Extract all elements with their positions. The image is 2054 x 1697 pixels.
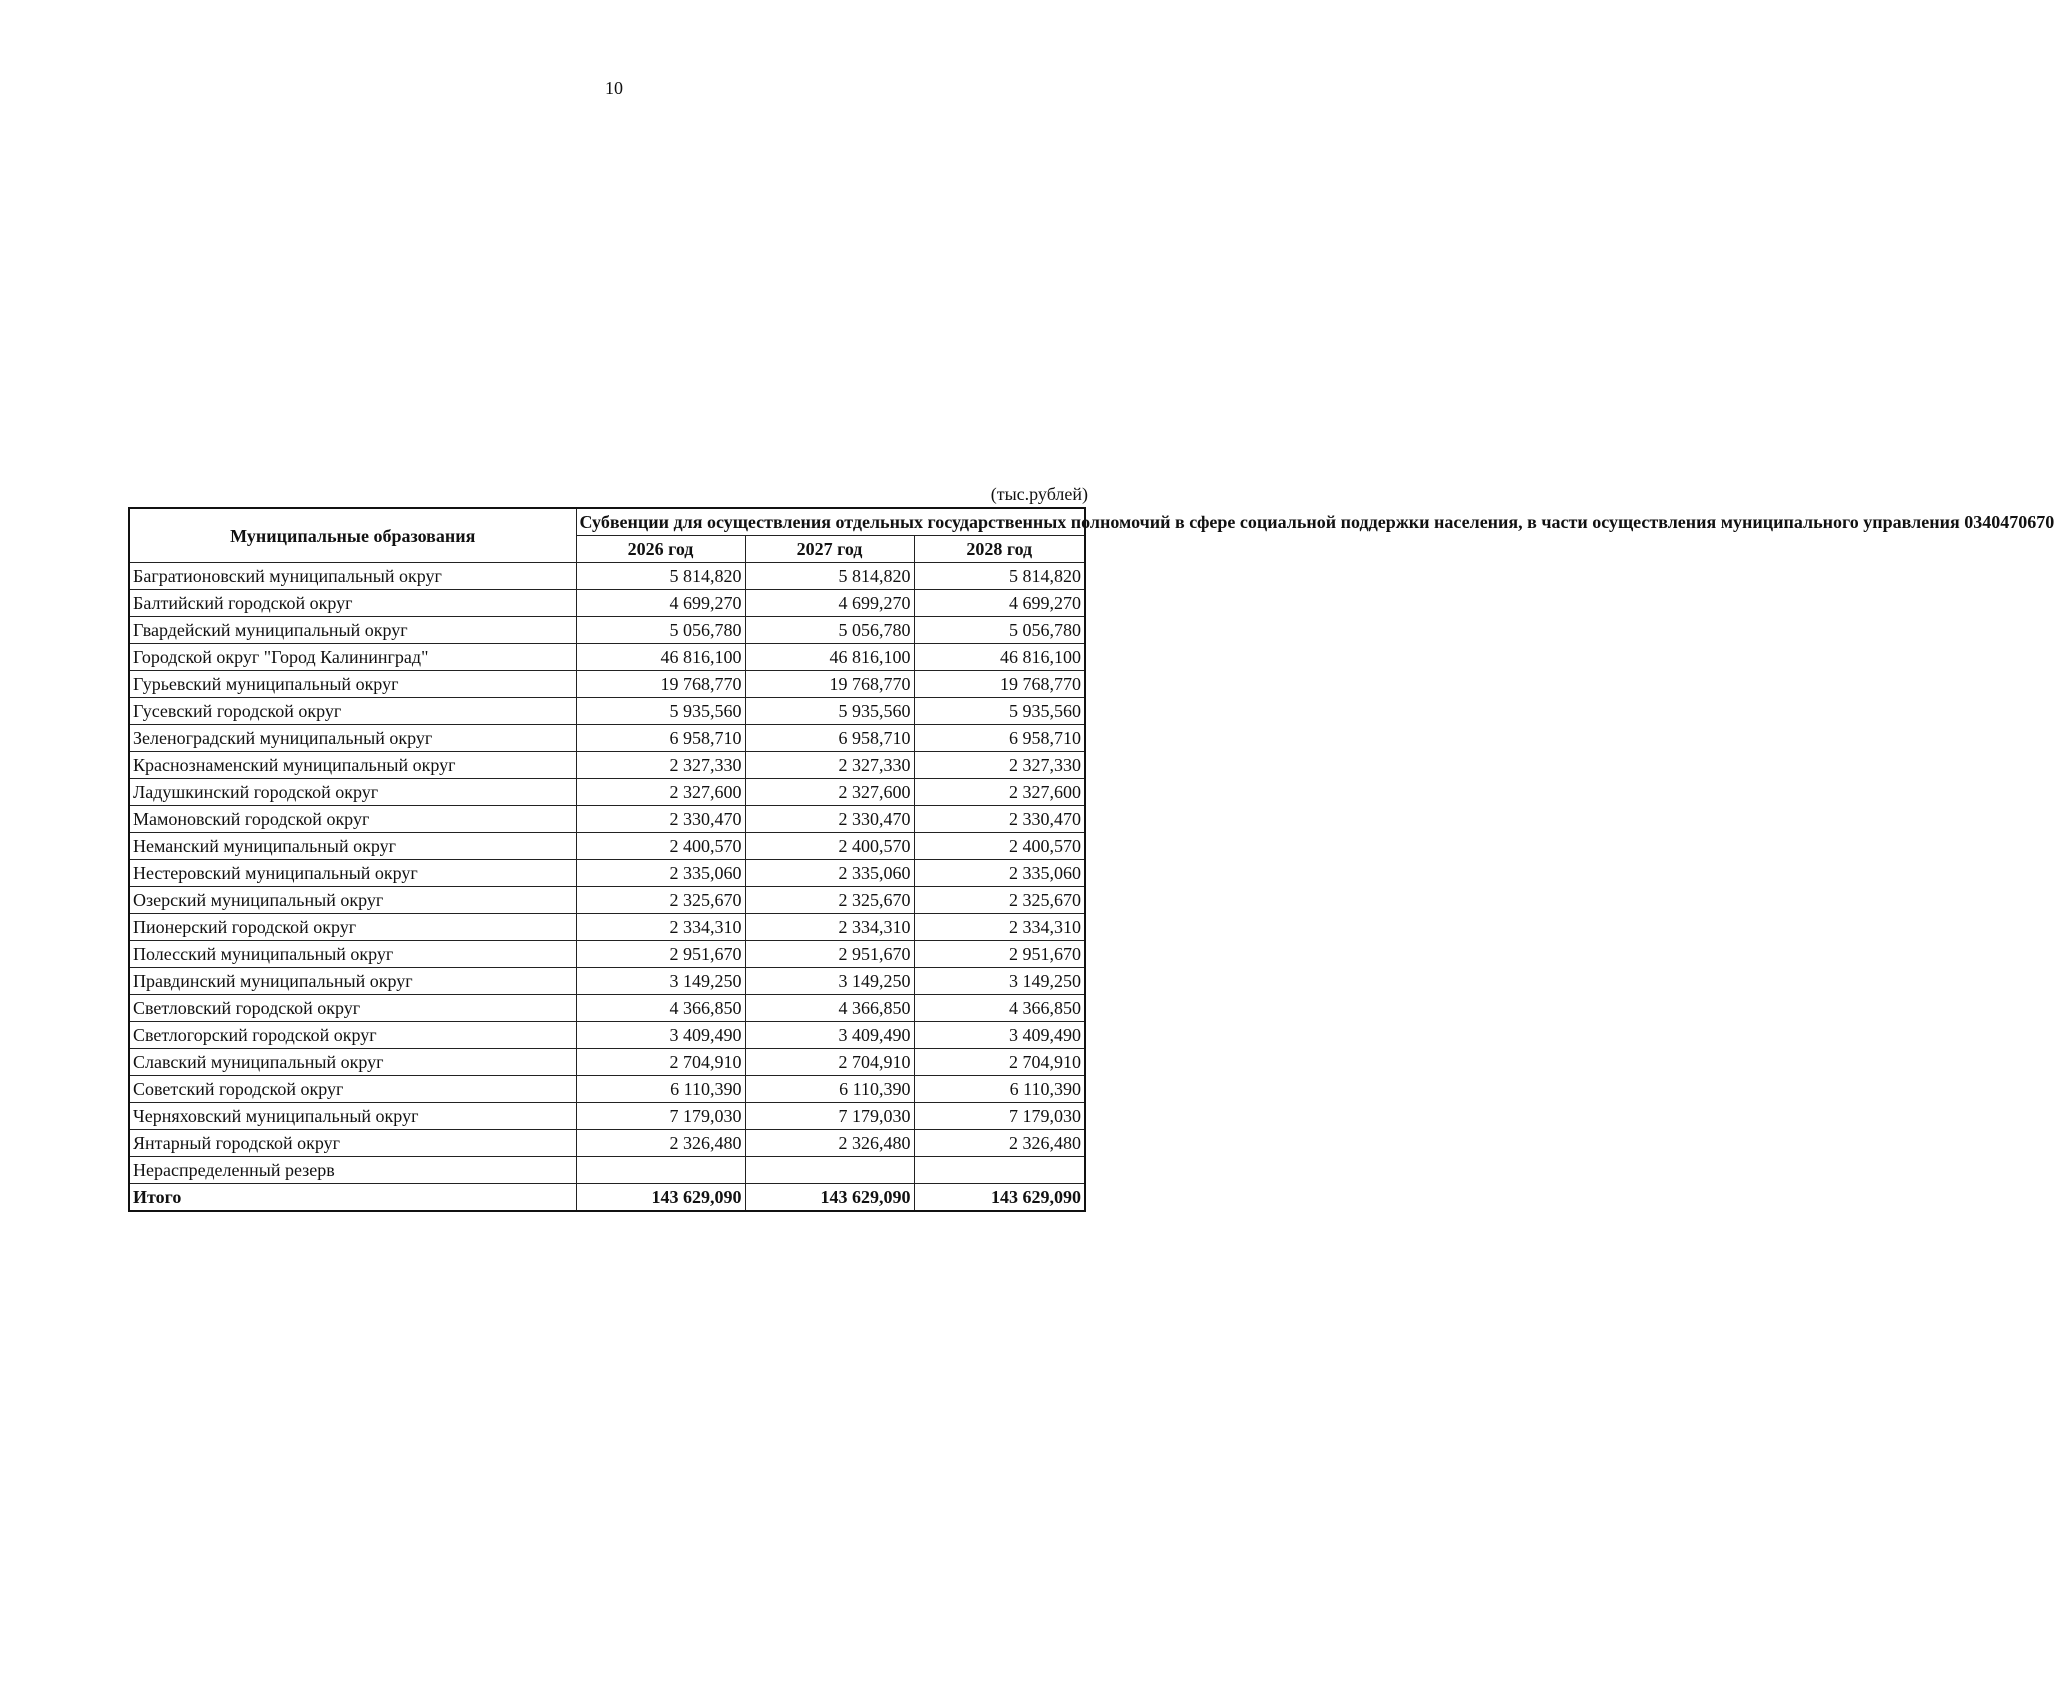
table-row <box>129 1076 1085 1103</box>
value-2027: 2 951,670 <box>745 941 914 968</box>
value-2028: 2 327,330 <box>914 752 1085 779</box>
value-2026: 3 149,250 <box>576 968 745 995</box>
value-2026: 2 326,480 <box>576 1130 745 1157</box>
value-2028: 2 951,670 <box>914 941 1085 968</box>
municipality-name: Полесский муниципальный округ <box>129 941 576 968</box>
value-2026: 5 814,820 <box>576 563 745 590</box>
value-2026: 2 704,910 <box>576 1049 745 1076</box>
table-row <box>129 968 1085 995</box>
municipality-name: Светловский городской округ <box>129 995 576 1022</box>
value-2026 <box>576 1157 745 1184</box>
table-row <box>129 644 1085 671</box>
municipality-name: Советский городской округ <box>129 1076 576 1103</box>
value-2027: 19 768,770 <box>745 671 914 698</box>
value-2028: 4 366,850 <box>914 995 1085 1022</box>
value-2026: 3 409,490 <box>576 1022 745 1049</box>
value-2027: 4 366,850 <box>745 995 914 1022</box>
value-2026: 5 056,780 <box>576 617 745 644</box>
table-row <box>129 914 1085 941</box>
total-2026: 143 629,090 <box>576 1184 745 1212</box>
value-2026: 2 334,310 <box>576 914 745 941</box>
value-2027: 6 110,390 <box>745 1076 914 1103</box>
value-2027: 2 334,310 <box>745 914 914 941</box>
value-2027: 2 327,330 <box>745 752 914 779</box>
table-row <box>129 671 1085 698</box>
subvention-table <box>128 507 2054 1212</box>
value-2028: 2 334,310 <box>914 914 1085 941</box>
total-2027: 143 629,090 <box>745 1184 914 1212</box>
table-row <box>129 887 1085 914</box>
municipality-name: Краснознаменский муниципальный округ <box>129 752 576 779</box>
municipality-name: Неманский муниципальный округ <box>129 833 576 860</box>
municipality-name: Янтарный городской округ <box>129 1130 576 1157</box>
value-2026: 2 327,330 <box>576 752 745 779</box>
value-2027: 2 326,480 <box>745 1130 914 1157</box>
municipality-name: Гусевский городской округ <box>129 698 576 725</box>
municipality-name: Нераспределенный резерв <box>129 1157 576 1184</box>
value-2026: 6 958,710 <box>576 725 745 752</box>
table-row <box>129 590 1085 617</box>
total-2028: 143 629,090 <box>914 1184 1085 1212</box>
municipality-name: Зеленоградский муниципальный округ <box>129 725 576 752</box>
year-2027-header: 2027 год <box>745 536 914 563</box>
table-row <box>129 860 1085 887</box>
table-row <box>129 779 1085 806</box>
value-2026: 2 951,670 <box>576 941 745 968</box>
value-2028 <box>914 1157 1085 1184</box>
table-row <box>129 1157 1085 1184</box>
value-2027: 3 409,490 <box>745 1022 914 1049</box>
municipality-name: Мамоновский городской округ <box>129 806 576 833</box>
value-2027 <box>745 1157 914 1184</box>
table-row <box>129 941 1085 968</box>
table-row <box>129 833 1085 860</box>
value-2027: 6 958,710 <box>745 725 914 752</box>
value-2026: 2 325,670 <box>576 887 745 914</box>
table-row <box>129 1130 1085 1157</box>
municipality-name: Гурьевский муниципальный округ <box>129 671 576 698</box>
value-2027: 2 335,060 <box>745 860 914 887</box>
value-2026: 2 330,470 <box>576 806 745 833</box>
table-row <box>129 1022 1085 1049</box>
value-2028: 2 330,470 <box>914 806 1085 833</box>
value-2027: 2 330,470 <box>745 806 914 833</box>
table-body <box>129 563 1085 1184</box>
value-2027: 46 816,100 <box>745 644 914 671</box>
municipality-name: Ладушкинский городской округ <box>129 779 576 806</box>
municipality-name: Черняховский муниципальный округ <box>129 1103 576 1130</box>
value-2027: 2 325,670 <box>745 887 914 914</box>
table-row <box>129 725 1085 752</box>
value-2028: 2 400,570 <box>914 833 1085 860</box>
value-2028: 4 699,270 <box>914 590 1085 617</box>
municipality-name: Городской округ "Город Калининград" <box>129 644 576 671</box>
value-2028: 5 814,820 <box>914 563 1085 590</box>
municipality-name: Славский муниципальный округ <box>129 1049 576 1076</box>
value-2026: 2 327,600 <box>576 779 745 806</box>
table-row <box>129 1049 1085 1076</box>
municipality-name: Багратионовский муниципальный округ <box>129 563 576 590</box>
value-2027: 5 814,820 <box>745 563 914 590</box>
municipality-name: Гвардейский муниципальный округ <box>129 617 576 644</box>
total-label: Итого <box>129 1184 576 1212</box>
value-2027: 4 699,270 <box>745 590 914 617</box>
value-2028: 2 335,060 <box>914 860 1085 887</box>
value-2028: 5 935,560 <box>914 698 1085 725</box>
table-row <box>129 617 1085 644</box>
unit-note: (тыс.рублей) <box>990 484 1088 504</box>
value-2026: 4 366,850 <box>576 995 745 1022</box>
value-2026: 19 768,770 <box>576 671 745 698</box>
page-number: 10 <box>605 78 623 98</box>
value-2028: 2 327,600 <box>914 779 1085 806</box>
value-2026: 46 816,100 <box>576 644 745 671</box>
municipality-name: Озерский муниципальный округ <box>129 887 576 914</box>
value-2026: 4 699,270 <box>576 590 745 617</box>
value-2027: 2 704,910 <box>745 1049 914 1076</box>
value-2026: 2 400,570 <box>576 833 745 860</box>
year-2028-header: 2028 год <box>914 536 1085 563</box>
municipality-name: Балтийский городской округ <box>129 590 576 617</box>
value-2027: 5 935,560 <box>745 698 914 725</box>
value-2026: 2 335,060 <box>576 860 745 887</box>
value-2028: 2 326,480 <box>914 1130 1085 1157</box>
table-row <box>129 995 1085 1022</box>
table-row <box>129 806 1085 833</box>
municipality-name: Пионерский городской округ <box>129 914 576 941</box>
value-2027: 2 400,570 <box>745 833 914 860</box>
municipality-name: Нестеровский муниципальный округ <box>129 860 576 887</box>
value-2028: 7 179,030 <box>914 1103 1085 1130</box>
table-row <box>129 1103 1085 1130</box>
table-row <box>129 563 1085 590</box>
value-2028: 5 056,780 <box>914 617 1085 644</box>
value-2028: 2 704,910 <box>914 1049 1085 1076</box>
value-2028: 19 768,770 <box>914 671 1085 698</box>
table-row <box>129 698 1085 725</box>
value-2028: 3 149,250 <box>914 968 1085 995</box>
value-2028: 2 325,670 <box>914 887 1085 914</box>
municipality-name: Светлогорский городской округ <box>129 1022 576 1049</box>
value-2027: 2 327,600 <box>745 779 914 806</box>
value-2028: 46 816,100 <box>914 644 1085 671</box>
value-2028: 6 110,390 <box>914 1076 1085 1103</box>
header-subvention: Субвенции для осуществления отдельных государственных полномочий в сфере социальной поддержки населения, в части осуществления муниципального управления 0340470670 <box>576 508 1085 536</box>
value-2027: 3 149,250 <box>745 968 914 995</box>
value-2027: 5 056,780 <box>745 617 914 644</box>
value-2028: 3 409,490 <box>914 1022 1085 1049</box>
total-row <box>129 1184 1085 1212</box>
value-2028: 6 958,710 <box>914 725 1085 752</box>
value-2027: 7 179,030 <box>745 1103 914 1130</box>
table-row <box>129 752 1085 779</box>
year-2026-header: 2026 год <box>576 536 745 563</box>
value-2026: 5 935,560 <box>576 698 745 725</box>
value-2026: 7 179,030 <box>576 1103 745 1130</box>
municipality-name: Правдинский муниципальный округ <box>129 968 576 995</box>
header-municipal: Муниципальные образования <box>129 508 576 563</box>
value-2026: 6 110,390 <box>576 1076 745 1103</box>
